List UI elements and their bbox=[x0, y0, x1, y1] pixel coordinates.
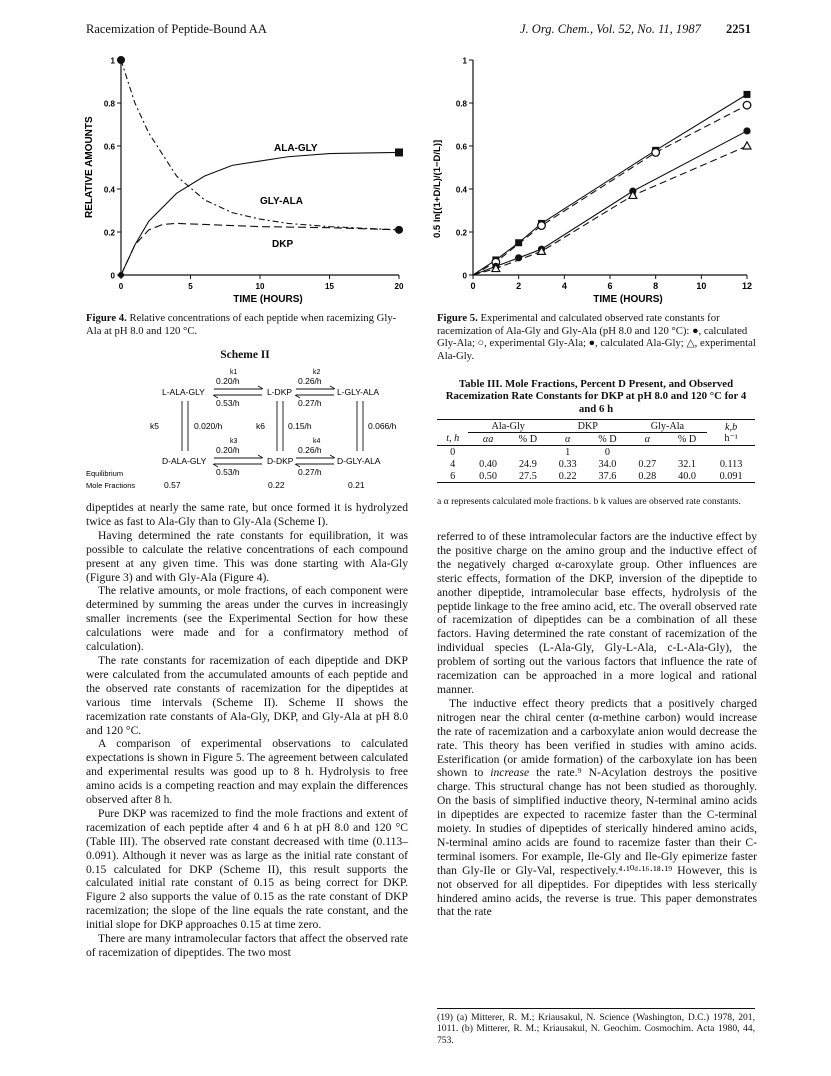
scheme-equilibrium-label: Equilibrium bbox=[86, 469, 124, 478]
table-cell: 0.113 bbox=[719, 458, 743, 470]
y-tick-label: 0.6 bbox=[455, 142, 467, 152]
table-cell bbox=[468, 446, 507, 459]
scheme-rate-2f: 0.26/h bbox=[298, 376, 322, 386]
table-cell: 0.40 bbox=[479, 458, 497, 470]
scheme-k4: k4 bbox=[313, 438, 321, 445]
journal-citation: J. Org. Chem., Vol. 52, No. 11, 1987 bbox=[520, 22, 701, 36]
table-cell bbox=[628, 446, 667, 459]
fig4-label-alagly: ALA-GLY bbox=[274, 143, 318, 154]
scheme-rate-1r: 0.53/h bbox=[216, 398, 240, 408]
scheme-rate-4r: 0.27/h bbox=[298, 467, 322, 477]
series-line-calculated-ala-gly bbox=[473, 131, 747, 275]
scheme-rate-v1: 0.020/h bbox=[194, 421, 223, 431]
scheme-k3: k3 bbox=[230, 438, 238, 445]
running-head-left: Racemization of Peptide-Bound AA bbox=[86, 22, 267, 36]
scheme-rate-3f: 0.20/h bbox=[216, 445, 240, 455]
left-paragraph-5: A comparison of experimental observations to calculated expectations is shown in Figure 5. The agreement between calculated and experimental results was good up to 8 h. Hydrolysis to free amino acids is a competing reaction and may explain the differences observed after 8 h. bbox=[86, 737, 408, 807]
fig5-ylabel: 0.5 ln[(1+D/L)/(1−D/L)] bbox=[432, 139, 443, 238]
left-paragraph-3: The relative amounts, or mole fractions, of each component were determined by summing the areas under the curves in increasingly smaller increments (see the Experimental Section for how these calculations were made and for a confirmatory method of calculation). bbox=[86, 584, 408, 654]
series-line-experimental-ala-gly bbox=[473, 146, 747, 275]
left-paragraph-4: The rate constants for racemization of each dipeptide and DKP were calculated from the accumulated amounts of each peptide and the observed rate constants of racemization for the dipeptides at various time intervals (Scheme II). Scheme II shows the racemization rate constants of Ala-Gly, DKP, and Gly-Ala at pH 8.0 and 120 °C. bbox=[86, 653, 408, 737]
table-3-group-header: Gly-Ala bbox=[628, 420, 708, 433]
table-cell: 0 bbox=[604, 446, 610, 458]
scheme-k1: k1 bbox=[230, 369, 238, 376]
fig4-caption-label: Figure 4. bbox=[86, 312, 127, 324]
x-tick-label: 0 bbox=[470, 281, 476, 291]
table-3-title: Table III. Mole Fractions, Percent D Present, and Observed Racemization Rate Constants for DKP at pH 8.0 and 120 °C for 4 and 6 h bbox=[445, 378, 747, 415]
table-3-subheader: % D bbox=[677, 433, 697, 445]
scheme-d-ala-gly: D-ALA-GLY bbox=[162, 456, 207, 466]
table-cell: 0.091 bbox=[719, 470, 743, 482]
figure-5-caption bbox=[437, 312, 757, 362]
x-tick-label: 20 bbox=[394, 282, 404, 291]
data-point-calculated-gly-ala bbox=[744, 91, 751, 98]
scheme-ii-diagram bbox=[84, 364, 414, 494]
table-3-subheader: t, h bbox=[446, 433, 460, 445]
right-paragraph-1: referred to of these intramolecular factors are the inductive effect by the positive charge on the amino group and the inductive effect of the negatively charged α-caroxylate group. Other influences are steric effects, formation of the DKP, inversion of the dipeptide to another dipeptide, intramolecular base effects, hydrolysis of the peptide linkage to the free amino acid, etc. The overall observed rate of racemization of dipeptides can be a combination of all these factors. Having determined the rate constant of racemization of the individual species (L-Ala-Gly, Gly-L-Ala, c-L-Ala-Gly), the problem of sorting out the various factors that influence the rate of racemization can be approached in a more logical and rational manner. bbox=[437, 530, 757, 696]
table-cell: 0.27 bbox=[638, 458, 657, 470]
scheme-rate-v3: 0.066/h bbox=[368, 421, 397, 431]
scheme-l-dkp: L-DKP bbox=[267, 387, 293, 397]
right-column-text bbox=[437, 530, 757, 919]
figure-4-chart bbox=[78, 48, 418, 310]
glyala-start-marker bbox=[117, 56, 125, 64]
scheme-mf-1: 0.57 bbox=[164, 480, 181, 490]
scheme-l-gly-ala: L-GLY-ALA bbox=[337, 387, 380, 397]
page-number: 2251 bbox=[726, 22, 751, 36]
fig5-xlabel: TIME (HOURS) bbox=[593, 294, 663, 305]
scheme-k2: k2 bbox=[313, 369, 321, 376]
y-tick-label: 0.8 bbox=[103, 99, 115, 109]
scheme-l-ala-gly: L-ALA-GLY bbox=[162, 387, 205, 397]
left-paragraph-1: dipeptides at nearly the same rate, but once formed it is hydrolyzed twice as fast to Ala-Gly than to Gly-Ala (Scheme I). bbox=[86, 501, 408, 528]
table-3-subheader: α bbox=[564, 433, 571, 445]
table-cell: 32.1 bbox=[678, 458, 696, 470]
scheme-k5: k5 bbox=[150, 421, 159, 431]
table-cell: 0.28 bbox=[638, 470, 657, 482]
x-tick-label: 10 bbox=[696, 281, 707, 291]
series-line-dkp bbox=[121, 223, 399, 275]
reference-footnote: (19) (a) Mitterer, R. M.; Kriausakul, N. Science (Washington, D.C.) 1978, 201, 1011. (b) Mitterer, R. M.; Kriausakul, N. Geochim. Cosmochim. Acta 1980, 44, 753. bbox=[437, 1012, 755, 1046]
x-tick-label: 8 bbox=[653, 281, 659, 291]
x-tick-label: 5 bbox=[188, 282, 193, 291]
series-line-experimental-gly-ala bbox=[473, 105, 747, 275]
data-point-experimental-gly-ala bbox=[652, 149, 660, 157]
series-line-ala-gly bbox=[121, 152, 399, 275]
alagly-end-marker bbox=[395, 148, 403, 156]
table-cell: 37.6 bbox=[598, 470, 617, 482]
table-cell: 0.33 bbox=[558, 458, 577, 470]
table-3-k-label: k,b bbox=[725, 421, 738, 433]
scheme-mf-3: 0.21 bbox=[348, 480, 365, 490]
y-tick-label: 0.4 bbox=[103, 185, 115, 195]
data-point-calculated-ala-gly bbox=[743, 127, 750, 134]
y-tick-label: 0.8 bbox=[455, 99, 467, 109]
right-paragraph-2 bbox=[437, 697, 757, 920]
x-tick-label: 4 bbox=[561, 281, 567, 291]
right-paragraph-2-emphasis: increase bbox=[490, 766, 530, 780]
table-3-empty-cell bbox=[437, 420, 468, 433]
table-3 bbox=[437, 419, 755, 483]
y-tick-label: 0 bbox=[462, 271, 467, 281]
fig4-label-glyala: GLY-ALA bbox=[260, 196, 303, 207]
table-3-grid bbox=[437, 419, 755, 483]
data-point-experimental-gly-ala bbox=[538, 222, 546, 230]
table-3-k-header bbox=[707, 420, 755, 446]
scheme-d-dkp: D-DKP bbox=[267, 456, 294, 466]
scheme-rate-v2: 0.15/h bbox=[288, 421, 312, 431]
table-cell: 0 bbox=[450, 446, 456, 458]
scheme-k6: k6 bbox=[256, 421, 265, 431]
table-row bbox=[437, 470, 755, 483]
y-tick-label: 0 bbox=[110, 271, 115, 281]
table-cell: 6 bbox=[450, 470, 456, 482]
table-3-subheader: αa bbox=[482, 433, 494, 445]
scheme-rate-4f: 0.26/h bbox=[298, 445, 322, 455]
x-tick-label: 0 bbox=[118, 282, 124, 291]
x-tick-label: 12 bbox=[741, 281, 753, 291]
data-point-experimental-gly-ala bbox=[743, 101, 751, 109]
y-tick-label: 1 bbox=[462, 56, 467, 66]
table-cell: 4 bbox=[450, 458, 456, 470]
scheme-rate-3r: 0.53/h bbox=[216, 467, 240, 477]
y-tick-label: 0.2 bbox=[103, 228, 115, 238]
x-tick-label: 15 bbox=[325, 282, 334, 291]
table-3-k-unit: h⁻¹ bbox=[724, 432, 738, 444]
table-cell bbox=[667, 446, 707, 459]
table-3-group-header: Ala-Gly bbox=[468, 420, 548, 433]
scheme-rate-1f: 0.20/h bbox=[216, 376, 240, 386]
footnote-rule bbox=[437, 1008, 755, 1009]
table-row bbox=[437, 446, 755, 459]
table-cell: 27.5 bbox=[518, 470, 537, 482]
left-paragraph-7: There are many intramolecular factors that affect the observed rate of racemization of dipeptides. The two most bbox=[86, 932, 408, 959]
fig5-caption-text: Experimental and calculated observed rate constants for racemization of Ala-Gly and Gly-Ala (pH 8.0 and 120 °C): ●, calculated Gly-Ala; ○, experimental Gly-Ala; ●, calculated Ala-Gly; △, experimental Ala-Gly. bbox=[437, 312, 756, 362]
dkp-end-marker bbox=[395, 226, 403, 234]
scheme-rate-2r: 0.27/h bbox=[298, 398, 322, 408]
table-cell bbox=[707, 446, 755, 459]
table-cell: 1 bbox=[565, 446, 571, 458]
y-tick-label: 0.6 bbox=[103, 142, 115, 152]
origin-marker bbox=[118, 272, 124, 278]
fig4-xlabel: TIME (HOURS) bbox=[233, 294, 303, 305]
figure-5-chart bbox=[428, 48, 768, 310]
table-3-group-header: DKP bbox=[548, 420, 628, 433]
data-point-experimental-ala-gly bbox=[743, 142, 751, 149]
scheme-d-gly-ala: D-GLY-ALA bbox=[337, 456, 381, 466]
table-3-subheader: α bbox=[644, 433, 650, 445]
left-paragraph-6: Pure DKP was racemized to find the mole fractions and extent of racemization of each peptide after 4 and 6 h at pH 8.0 and 120 °C (Table III). The observed rate constant decreased with time (0.113–0.091). Although it never was as large as the initial rate constant of 0.15 calculated for DKP (Scheme II), this result supports the calculated initial rate constant of 0.15 as being correct for DKP. Figure 2 also supports the value of 0.15 as the rate constant of DKP racemization; the slope of the line equals the rate constant, and the initial slope for DKP approaches 0.15 at time zero. bbox=[86, 806, 408, 932]
table-3-subheader: % D bbox=[518, 433, 538, 445]
right-paragraph-2a: The inductive effect theory predicts that a positively charged nitrogen near the chiral center (α-methine carbon) would increase the rate of racemization and a carboxylate anion would decrease the rate. This theory has been verified in studies with amino acids. Esterification (or amide formation) of the carboxylate ion has been shown to bbox=[437, 696, 757, 780]
y-tick-label: 1 bbox=[110, 56, 115, 66]
scheme-mole-fractions-label: Mole Fractions bbox=[86, 481, 136, 490]
x-tick-label: 10 bbox=[255, 282, 265, 291]
left-paragraph-2: Having determined the rate constants for equilibration, it was possible to calculate the relative concentrations of each compound present at any given time. This was done starting with Ala-Gly (Figure 3) and with Gly-Ala (Figure 4). bbox=[86, 528, 408, 584]
table-3-subheader: % D bbox=[598, 433, 617, 445]
fig4-caption-text: Relative concentrations of each peptide when racemizing Gly-Ala at pH 8.0 and 120 °C. bbox=[86, 312, 397, 337]
left-column-text bbox=[86, 501, 408, 960]
y-tick-label: 0.2 bbox=[455, 228, 467, 238]
scheme-mf-2: 0.22 bbox=[268, 480, 285, 490]
x-tick-label: 2 bbox=[516, 281, 522, 291]
table-cell: 0.22 bbox=[558, 470, 577, 482]
fig5-caption-label: Figure 5. bbox=[437, 312, 478, 324]
table-row bbox=[437, 458, 755, 470]
table-cell: 40.0 bbox=[678, 470, 696, 482]
table-cell bbox=[508, 446, 548, 459]
data-point-calculated-gly-ala bbox=[515, 239, 522, 246]
y-tick-label: 0.4 bbox=[455, 185, 467, 195]
scheme-title: Scheme II bbox=[220, 349, 270, 361]
fig4-label-dkp: DKP bbox=[272, 239, 294, 250]
right-paragraph-2b: the rate.⁹ N-Acylation destroys the positive charge. This structural change has not been studied as thoroughly. On the basis of simplified inductive theory, N-terminal amino acids in dipeptides are expected to racemize faster than the C-terminal moiety. In studies of dipeptides of sterically hindered amino acids, N-terminal amino acids are found to racemize faster than their C-terminal isomers. For example, Ile-Gly and Ile-Gly epimerize faster than Gly-Ile or Gly-Val, respectively.⁴·¹⁰ᵈ·¹⁶·¹⁸·¹⁹ However, this is not observed for all dipeptides. For dipeptides with less sterically hindered amino acids, the reverse is true. This paper demonstrates that the rate bbox=[437, 766, 758, 919]
figure-4-caption bbox=[86, 312, 406, 337]
table-cell: 34.0 bbox=[598, 458, 617, 470]
table-cell: 24.9 bbox=[518, 458, 537, 470]
fig4-ylabel: RELATIVE AMOUNTS bbox=[84, 116, 95, 218]
table-3-footnote: a α represents calculated mole fractions. b k values are observed rate constants. bbox=[437, 496, 741, 507]
x-tick-label: 6 bbox=[607, 281, 613, 291]
table-cell: 0.50 bbox=[479, 470, 497, 482]
